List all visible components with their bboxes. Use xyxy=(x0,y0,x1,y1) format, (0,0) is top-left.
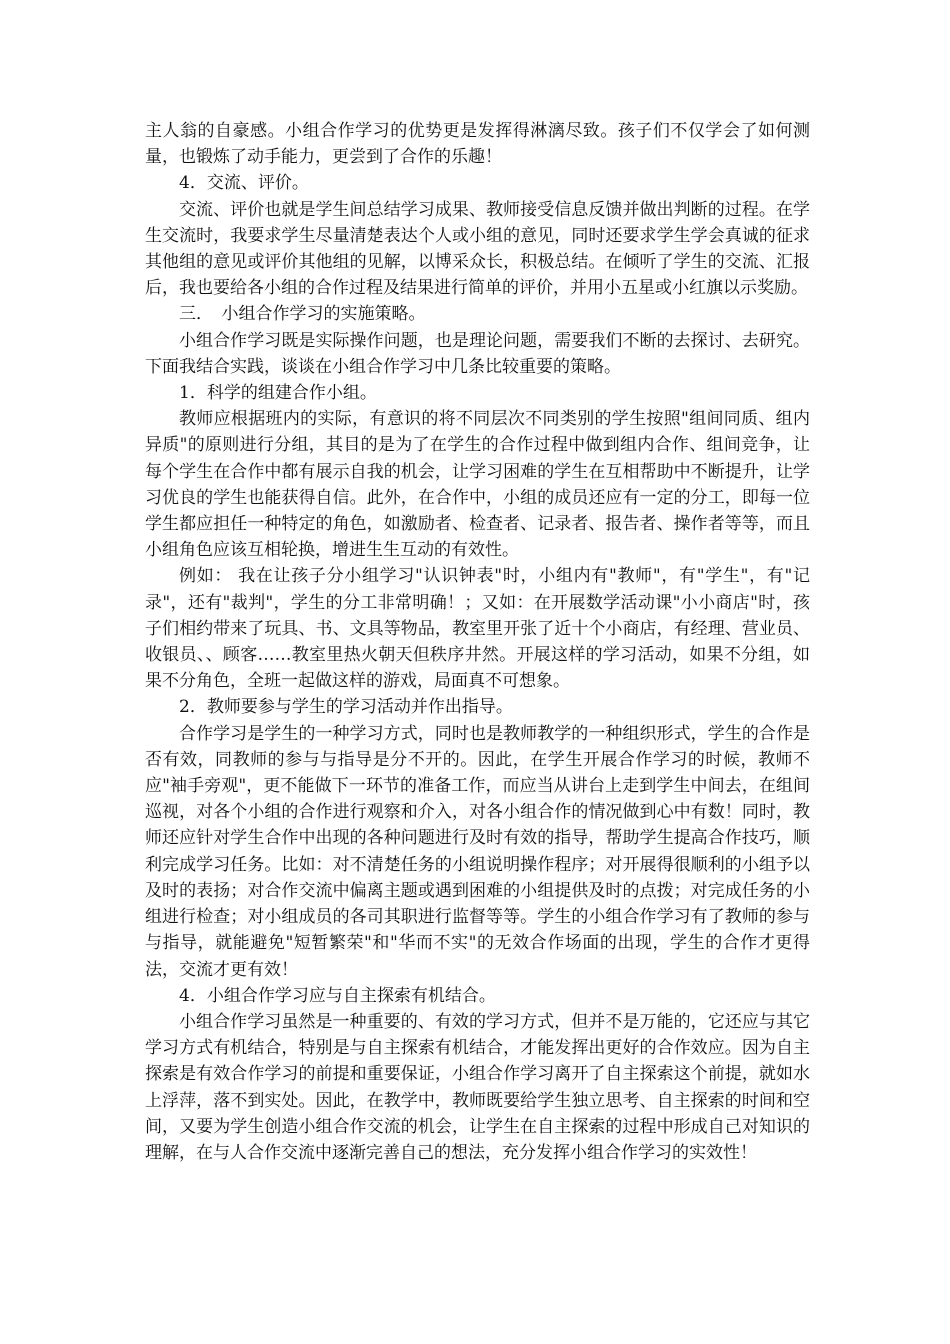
paragraph-example: 例如： 我在让孩子分小组学习"认识钟表"时，小组内有"教师"，有"学生"，有"记录"，还有"裁判"，学生的分工非常明确！；又如：在开展数学活动课"小小商店"时，孩子们相约带来了玩具、书、文具等物品，教室里开张了近十个小商店，有经理、营业员、收银员、、顾客……教室里热火朝天但秩序井然。开展这样的学习活动，如果不分组，如果不分角色，全班一起做这样的游戏，局面真不可想象。 xyxy=(145,566,810,692)
heading-self-exploration: 4．小组合作学习应与自主探索有机结合。 xyxy=(179,985,496,1006)
paragraph-exchange-evaluation: 交流、评价也就是学生间总结学习成果、教师接受信息反馈并做出判断的过程。在学生交流时，我要求学生尽量清楚表达个人或小组的意见，同时还要求学生学会真诚的征求其他组的意见或评价其他组的见解，以博采众长，积极总结。在倾听了学生的交流、汇报后，我也要给各小组的合作过程及结果进行简单的评价，并用小五星或小红旗以示奖励。 xyxy=(145,199,810,299)
paragraph-self-exploration: 小组合作学习虽然是一种重要的、有效的学习方式，但并不是万能的，它还应与其它学习方式有机结合，特别是与自主探索有机结合，才能发挥出更好的合作效应。因为自主探索是有效合作学习的前提和重要保证，小组合作学习离开了自主探索这个前提，就如水上浮萍，落不到实处。因此，在教学中，教师既要给学生独立思考、自主探索的时间和空间，又要为学生创造小组合作交流的机会，让学生在自主探索的过程中形成自己对知识的理解，在与人合作交流中逐渐完善自己的想法，充分发挥小组合作学习的实效性！ xyxy=(145,1011,810,1163)
heading-teacher-guidance: 2．教师要参与学生的学习活动并作出指导。 xyxy=(179,697,513,718)
paragraph-form-groups: 教师应根据班内的实际，有意识的将不同层次不同类别的学生按照"组间同质、组内异质"的原则进行分组，其目的是为了在学生的合作过程中做到组内合作、组间竞争，让每个学生在合作中都有展示自我的机会，让学习困难的学生在互相帮助中不断提升，让学习优良的学生也能获得自信。此外，在合作中，小组的成员还应有一定的分工，即每一位学生都应担任一种特定的角色，如激励者、检查者、记录者、报告者、操作者等等，而且小组角色应该互相轮换，增进生生互动的有效性。 xyxy=(145,409,810,561)
heading-exchange-evaluation: 4．交流、评价。 xyxy=(179,173,309,194)
paragraph-strategy-intro: 小组合作学习既是实际操作问题，也是理论问题，需要我们不断的去探讨、去研究。下面我结合实践，谈谈在小组合作学习中几条比较重要的策略。 xyxy=(145,330,810,377)
heading-form-groups: 1．科学的组建合作小组。 xyxy=(179,383,377,404)
paragraph-teacher-guidance: 合作学习是学生的一种学习方式，同时也是教师教学的一种组织形式，学生的合作是否有效，同教师的参与与指导是分不开的。因此，在学生开展合作学习的时候，教师不应"袖手旁观"，更不能做下一环节的准备工作，而应当从讲台上走到学生中间去，在组间巡视，对各个小组的合作进行观察和介入，对各小组合作的情况做到心中有数！同时，教师还应针对学生合作中出现的各种问题进行及时有效的指导，帮助学生提高合作技巧，顺利完成学习任务。比如：对不清楚任务的小组说明操作程序；对开展得很顺利的小组予以及时的表扬；对合作交流中偏离主题或遇到困难的小组提供及时的点拨；对完成任务的小组进行检查；对小组成员的各司其职进行监督等等。学生的小组合作学习有了教师的参与与指导，就能避免"短暂繁荣"和"华而不实"的无效合作场面的出现，学生的合作才更得法，交流才更有效！ xyxy=(145,723,810,980)
heading-section-three: 三． 小组合作学习的实施策略。 xyxy=(179,304,426,325)
document-body xyxy=(145,118,810,1166)
paragraph-continuation: 主人翁的自豪感。小组合作学习的优势更是发挥得淋漓尽致。孩子们不仅学会了如何测量，也锻炼了动手能力，更尝到了合作的乐趣！ xyxy=(145,121,810,168)
